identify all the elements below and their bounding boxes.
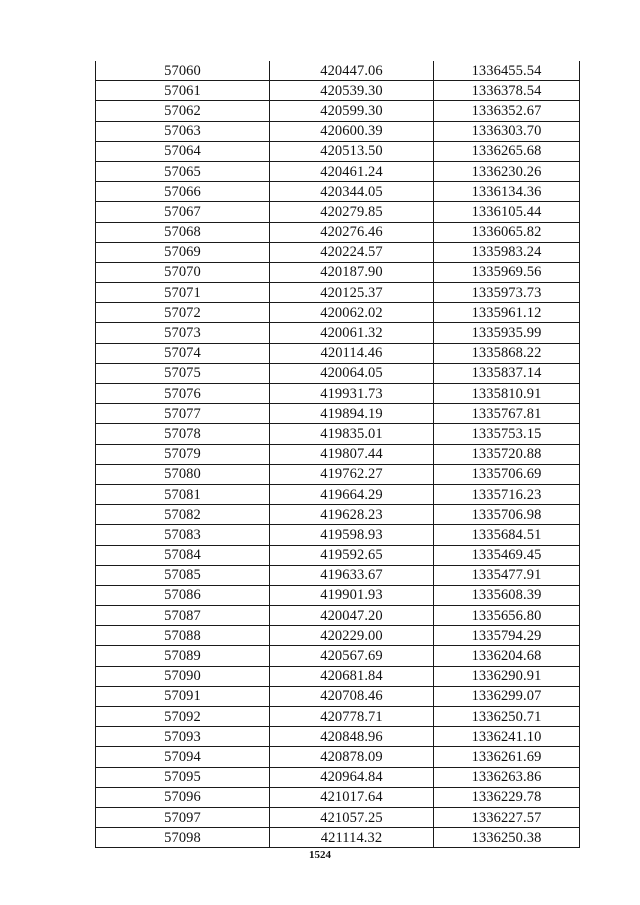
- point-id-cell: 57081: [96, 484, 270, 504]
- point-id-cell: 57080: [96, 464, 270, 484]
- x-coordinate-cell: 420567.69: [270, 646, 434, 666]
- point-id-cell: 57077: [96, 404, 270, 424]
- table-row: [96, 666, 580, 686]
- x-coordinate-cell: 419664.29: [270, 484, 434, 504]
- table-row: [96, 585, 580, 605]
- x-coordinate-cell: 421114.32: [270, 828, 434, 848]
- table-row: [96, 242, 580, 262]
- point-id-cell: 57090: [96, 666, 270, 686]
- x-coordinate-cell: 420224.57: [270, 242, 434, 262]
- y-coordinate-cell: 1335477.91: [434, 565, 580, 585]
- table-row: [96, 505, 580, 525]
- x-coordinate-cell: 420125.37: [270, 283, 434, 303]
- y-coordinate-cell: 1336250.38: [434, 828, 580, 848]
- x-coordinate-cell: 419598.93: [270, 525, 434, 545]
- table-row: [96, 202, 580, 222]
- y-coordinate-cell: 1336265.68: [434, 141, 580, 161]
- x-coordinate-cell: 420599.30: [270, 101, 434, 121]
- table-row: [96, 343, 580, 363]
- y-coordinate-cell: 1336230.26: [434, 161, 580, 181]
- table-row: [96, 121, 580, 141]
- y-coordinate-cell: 1335656.80: [434, 606, 580, 626]
- y-coordinate-cell: 1336241.10: [434, 727, 580, 747]
- x-coordinate-cell: 419633.67: [270, 565, 434, 585]
- y-coordinate-cell: 1336455.54: [434, 61, 580, 81]
- table-row: [96, 384, 580, 404]
- x-coordinate-cell: 420461.24: [270, 161, 434, 181]
- point-id-cell: 57065: [96, 161, 270, 181]
- point-id-cell: 57060: [96, 61, 270, 81]
- page-number: 1524: [309, 849, 331, 861]
- y-coordinate-cell: 1336261.69: [434, 747, 580, 767]
- point-id-cell: 57086: [96, 585, 270, 605]
- x-coordinate-cell: 420681.84: [270, 666, 434, 686]
- point-id-cell: 57071: [96, 283, 270, 303]
- y-coordinate-cell: 1335810.91: [434, 384, 580, 404]
- table-row: [96, 283, 580, 303]
- table-row: [96, 161, 580, 181]
- y-coordinate-cell: 1335973.73: [434, 283, 580, 303]
- x-coordinate-cell: 420447.06: [270, 61, 434, 81]
- point-id-cell: 57096: [96, 787, 270, 807]
- table-row: [96, 484, 580, 504]
- point-id-cell: 57094: [96, 747, 270, 767]
- table-row: [96, 646, 580, 666]
- y-coordinate-cell: 1336229.78: [434, 787, 580, 807]
- x-coordinate-cell: 419835.01: [270, 424, 434, 444]
- y-coordinate-cell: 1335868.22: [434, 343, 580, 363]
- x-coordinate-cell: 419931.73: [270, 384, 434, 404]
- x-coordinate-cell: 420878.09: [270, 747, 434, 767]
- x-coordinate-cell: 420187.90: [270, 262, 434, 282]
- table-row: [96, 182, 580, 202]
- x-coordinate-cell: 419894.19: [270, 404, 434, 424]
- table-row: [96, 565, 580, 585]
- y-coordinate-cell: 1335720.88: [434, 444, 580, 464]
- y-coordinate-cell: 1336299.07: [434, 686, 580, 706]
- y-coordinate-cell: 1336227.57: [434, 807, 580, 827]
- y-coordinate-cell: 1335935.99: [434, 323, 580, 343]
- x-coordinate-cell: 420114.46: [270, 343, 434, 363]
- y-coordinate-cell: 1336204.68: [434, 646, 580, 666]
- x-coordinate-cell: 421057.25: [270, 807, 434, 827]
- table-row: [96, 303, 580, 323]
- point-id-cell: 57066: [96, 182, 270, 202]
- point-id-cell: 57079: [96, 444, 270, 464]
- x-coordinate-cell: 420064.05: [270, 363, 434, 383]
- point-id-cell: 57098: [96, 828, 270, 848]
- y-coordinate-cell: 1335753.15: [434, 424, 580, 444]
- y-coordinate-cell: 1335716.23: [434, 484, 580, 504]
- point-id-cell: 57076: [96, 384, 270, 404]
- table-row: [96, 363, 580, 383]
- point-id-cell: 57085: [96, 565, 270, 585]
- table-row: [96, 101, 580, 121]
- table-row: [96, 727, 580, 747]
- y-coordinate-cell: 1335706.69: [434, 464, 580, 484]
- y-coordinate-cell: 1336065.82: [434, 222, 580, 242]
- table-row: [96, 626, 580, 646]
- y-coordinate-cell: 1336303.70: [434, 121, 580, 141]
- y-coordinate-cell: 1335969.56: [434, 262, 580, 282]
- point-id-cell: 57091: [96, 686, 270, 706]
- x-coordinate-cell: 421017.64: [270, 787, 434, 807]
- table-row: [96, 141, 580, 161]
- point-id-cell: 57069: [96, 242, 270, 262]
- table-row: [96, 747, 580, 767]
- table-row: [96, 404, 580, 424]
- y-coordinate-cell: 1335961.12: [434, 303, 580, 323]
- table-row: [96, 545, 580, 565]
- y-coordinate-cell: 1335767.81: [434, 404, 580, 424]
- y-coordinate-cell: 1335469.45: [434, 545, 580, 565]
- x-coordinate-cell: 420778.71: [270, 707, 434, 727]
- point-id-cell: 57072: [96, 303, 270, 323]
- x-coordinate-cell: 420276.46: [270, 222, 434, 242]
- table-row: [96, 464, 580, 484]
- x-coordinate-cell: 419592.65: [270, 545, 434, 565]
- x-coordinate-cell: 420708.46: [270, 686, 434, 706]
- table-row: [96, 444, 580, 464]
- x-coordinate-cell: 419762.27: [270, 464, 434, 484]
- point-id-cell: 57078: [96, 424, 270, 444]
- coordinate-table-body: [96, 61, 580, 848]
- x-coordinate-cell: 420848.96: [270, 727, 434, 747]
- point-id-cell: 57070: [96, 262, 270, 282]
- y-coordinate-cell: 1336290.91: [434, 666, 580, 686]
- y-coordinate-cell: 1336378.54: [434, 81, 580, 101]
- y-coordinate-cell: 1336134.36: [434, 182, 580, 202]
- point-id-cell: 57084: [96, 545, 270, 565]
- x-coordinate-cell: 420229.00: [270, 626, 434, 646]
- point-id-cell: 57061: [96, 81, 270, 101]
- x-coordinate-cell: 420062.02: [270, 303, 434, 323]
- point-id-cell: 57068: [96, 222, 270, 242]
- table-row: [96, 787, 580, 807]
- point-id-cell: 57074: [96, 343, 270, 363]
- table-row: [96, 323, 580, 343]
- point-id-cell: 57089: [96, 646, 270, 666]
- point-id-cell: 57062: [96, 101, 270, 121]
- y-coordinate-cell: 1335983.24: [434, 242, 580, 262]
- y-coordinate-cell: 1335684.51: [434, 525, 580, 545]
- x-coordinate-cell: 420061.32: [270, 323, 434, 343]
- table-row: [96, 262, 580, 282]
- y-coordinate-cell: 1335794.29: [434, 626, 580, 646]
- point-id-cell: 57082: [96, 505, 270, 525]
- point-id-cell: 57067: [96, 202, 270, 222]
- x-coordinate-cell: 420600.39: [270, 121, 434, 141]
- point-id-cell: 57083: [96, 525, 270, 545]
- x-coordinate-cell: 420279.85: [270, 202, 434, 222]
- x-coordinate-cell: 420539.30: [270, 81, 434, 101]
- coordinate-table: [95, 61, 580, 848]
- x-coordinate-cell: 419807.44: [270, 444, 434, 464]
- table-row: [96, 525, 580, 545]
- x-coordinate-cell: 420344.05: [270, 182, 434, 202]
- table-row: [96, 606, 580, 626]
- y-coordinate-cell: 1335706.98: [434, 505, 580, 525]
- table-row: [96, 686, 580, 706]
- table-row: [96, 767, 580, 787]
- y-coordinate-cell: 1336250.71: [434, 707, 580, 727]
- table-row: [96, 81, 580, 101]
- x-coordinate-cell: 419628.23: [270, 505, 434, 525]
- point-id-cell: 57088: [96, 626, 270, 646]
- point-id-cell: 57093: [96, 727, 270, 747]
- x-coordinate-cell: 420047.20: [270, 606, 434, 626]
- point-id-cell: 57095: [96, 767, 270, 787]
- point-id-cell: 57075: [96, 363, 270, 383]
- point-id-cell: 57063: [96, 121, 270, 141]
- x-coordinate-cell: 419901.93: [270, 585, 434, 605]
- point-id-cell: 57073: [96, 323, 270, 343]
- table-row: [96, 424, 580, 444]
- point-id-cell: 57064: [96, 141, 270, 161]
- table-row: [96, 61, 580, 81]
- table-row: [96, 807, 580, 827]
- y-coordinate-cell: 1336352.67: [434, 101, 580, 121]
- y-coordinate-cell: 1336105.44: [434, 202, 580, 222]
- x-coordinate-cell: 420513.50: [270, 141, 434, 161]
- y-coordinate-cell: 1335608.39: [434, 585, 580, 605]
- y-coordinate-cell: 1335837.14: [434, 363, 580, 383]
- x-coordinate-cell: 420964.84: [270, 767, 434, 787]
- point-id-cell: 57092: [96, 707, 270, 727]
- table-row: [96, 707, 580, 727]
- y-coordinate-cell: 1336263.86: [434, 767, 580, 787]
- table-row: [96, 828, 580, 848]
- point-id-cell: 57097: [96, 807, 270, 827]
- table-row: [96, 222, 580, 242]
- point-id-cell: 57087: [96, 606, 270, 626]
